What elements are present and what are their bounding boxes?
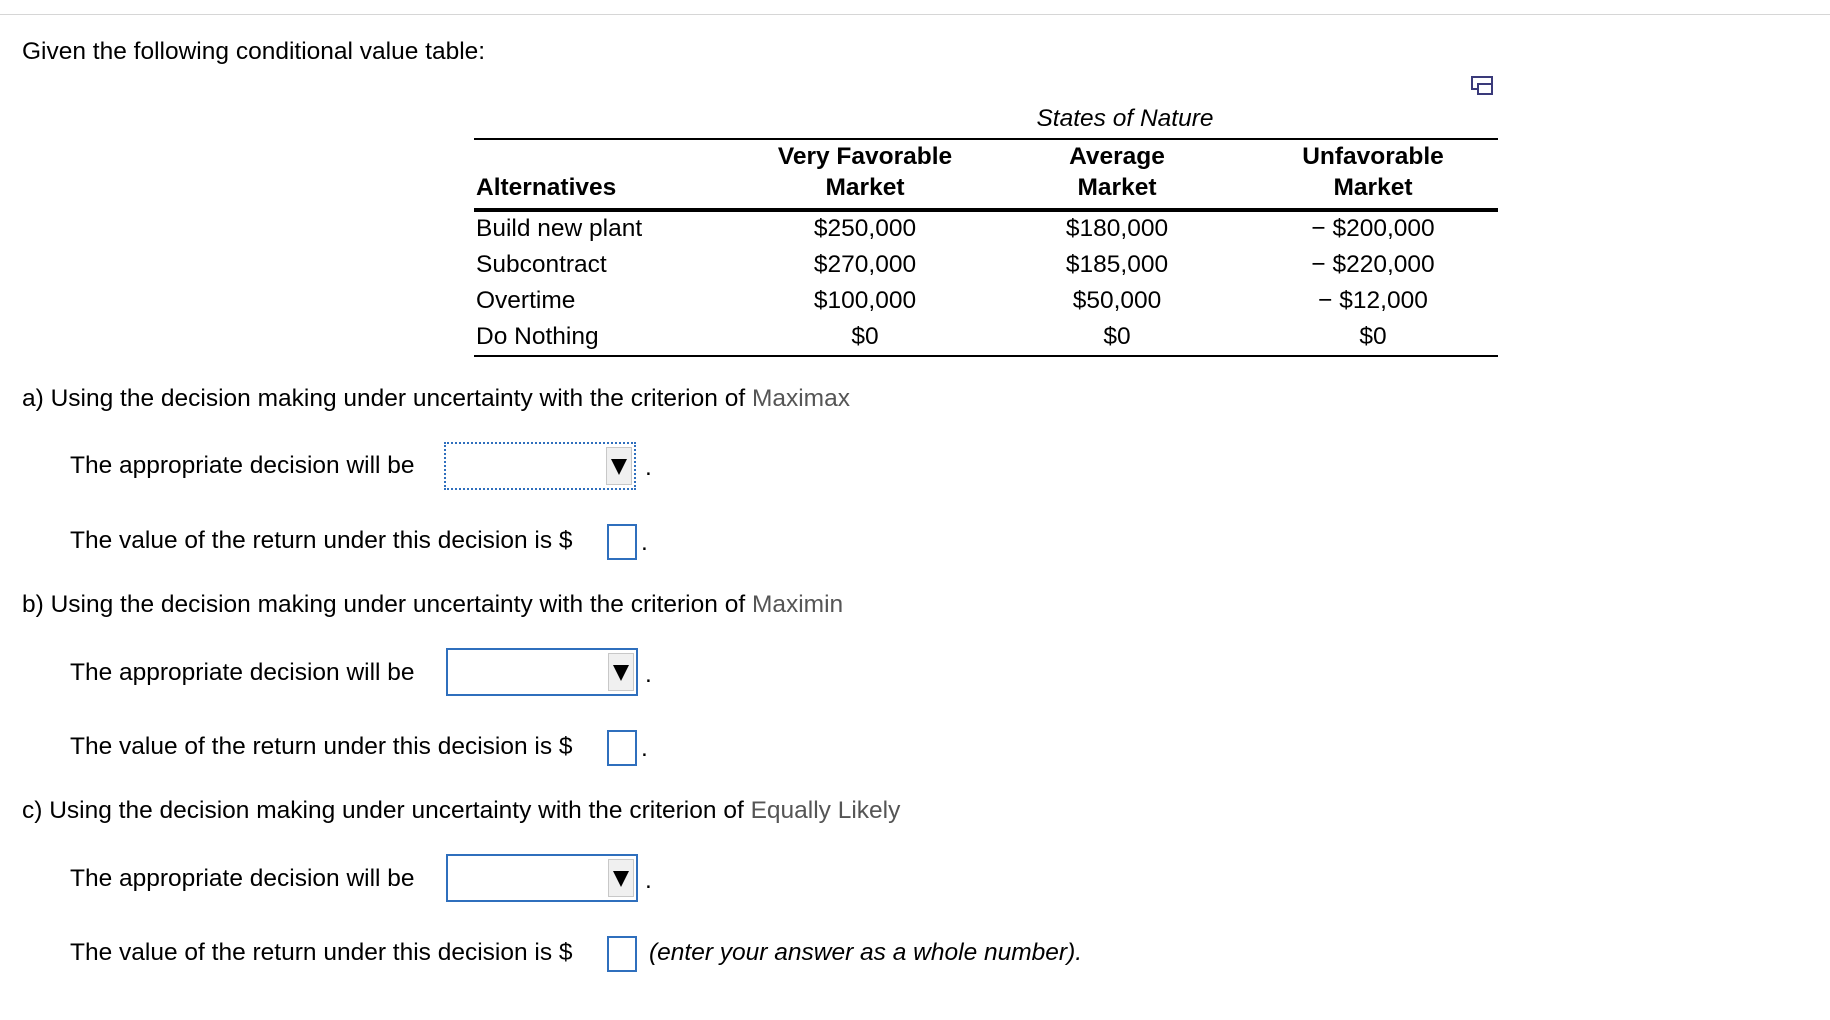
question-b-decision-label: The appropriate decision will be [70, 659, 415, 686]
dropdown-toggle[interactable] [606, 447, 632, 485]
question-c-criterion: Equally Likely [750, 797, 901, 824]
question-b-decision-dropdown[interactable] [446, 648, 638, 696]
col-header-average [1012, 141, 1222, 203]
question-a-decision-label: The appropriate decision will be [70, 452, 415, 479]
question-a-decision-dropdown[interactable] [444, 442, 636, 490]
triangle-down-icon [611, 459, 627, 475]
question-c-hint: (enter your answer as a whole number). [649, 939, 1083, 966]
table-row-alternative: Build new plant [476, 215, 643, 242]
col-header-unfavorable-line2: Market [1333, 174, 1413, 201]
table-cell: $50,000 [1072, 287, 1162, 314]
table-cell: $180,000 [1065, 215, 1169, 242]
table-bottom-rule [474, 355, 1498, 357]
top-divider [0, 14, 1830, 15]
table-cell: − $220,000 [1311, 251, 1435, 278]
table-cell: $0 [1103, 323, 1131, 350]
triangle-down-icon [613, 871, 629, 887]
period: . [645, 661, 652, 688]
table-cell: $185,000 [1065, 251, 1169, 278]
table-cell: $0 [851, 323, 879, 350]
period: . [641, 529, 648, 556]
question-b-prefix: b) Using the decision making under uncertainty with the criterion of [22, 591, 752, 618]
table-cell: − $200,000 [1311, 215, 1435, 242]
table-cell: $0 [1359, 323, 1387, 350]
col-header-average-line1: Average [1069, 143, 1165, 170]
question-a-value-input[interactable] [607, 524, 637, 560]
table-row-alternative: Subcontract [476, 251, 607, 278]
table-cell: − $12,000 [1318, 287, 1428, 314]
copy-icon[interactable] [1470, 75, 1496, 97]
col-header-unfavorable-line1: Unfavorable [1302, 143, 1444, 170]
question-c-prefix: c) Using the decision making under uncertainty with the criterion of [22, 797, 751, 824]
question-b-value-input[interactable] [607, 730, 637, 766]
col-header-alternatives: Alternatives [476, 174, 617, 201]
question-c-value-label: The value of the return under this decision is $ [70, 939, 573, 966]
intro-text: Given the following conditional value table: [22, 38, 486, 65]
period: . [641, 735, 648, 762]
table-cell: $100,000 [813, 287, 917, 314]
question-a-prefix: a) Using the decision making under uncertainty with the criterion of [22, 385, 752, 412]
col-header-very-favorable [760, 141, 970, 203]
question-c-value-input[interactable] [607, 936, 637, 972]
dropdown-toggle[interactable] [608, 859, 634, 897]
period: . [645, 454, 652, 481]
table-row-alternative: Overtime [476, 287, 576, 314]
question-a-value-label: The value of the return under this decision is $ [70, 527, 573, 554]
col-header-very-favorable-line1: Very Favorable [777, 143, 953, 170]
question-b-value-label: The value of the return under this decision is $ [70, 733, 573, 760]
col-header-unfavorable [1268, 141, 1478, 203]
question-b-criterion: Maximin [751, 591, 844, 618]
dropdown-toggle[interactable] [608, 653, 634, 691]
col-header-very-favorable-line2: Market [825, 174, 905, 201]
question-a-text [22, 385, 850, 413]
question-c-decision-label: The appropriate decision will be [70, 865, 415, 892]
question-c-text [22, 797, 900, 825]
period: . [645, 867, 652, 894]
triangle-down-icon [613, 665, 629, 681]
question-c-decision-dropdown[interactable] [446, 854, 638, 902]
states-of-nature-header: States of Nature [1036, 105, 1214, 132]
table-cell: $250,000 [813, 215, 917, 242]
table-top-rule [474, 138, 1498, 140]
table-cell: $270,000 [813, 251, 917, 278]
col-header-average-line2: Market [1077, 174, 1157, 201]
question-b-text [22, 591, 843, 619]
question-a-criterion: Maximax [751, 385, 850, 412]
table-row-alternative: Do Nothing [476, 323, 599, 350]
